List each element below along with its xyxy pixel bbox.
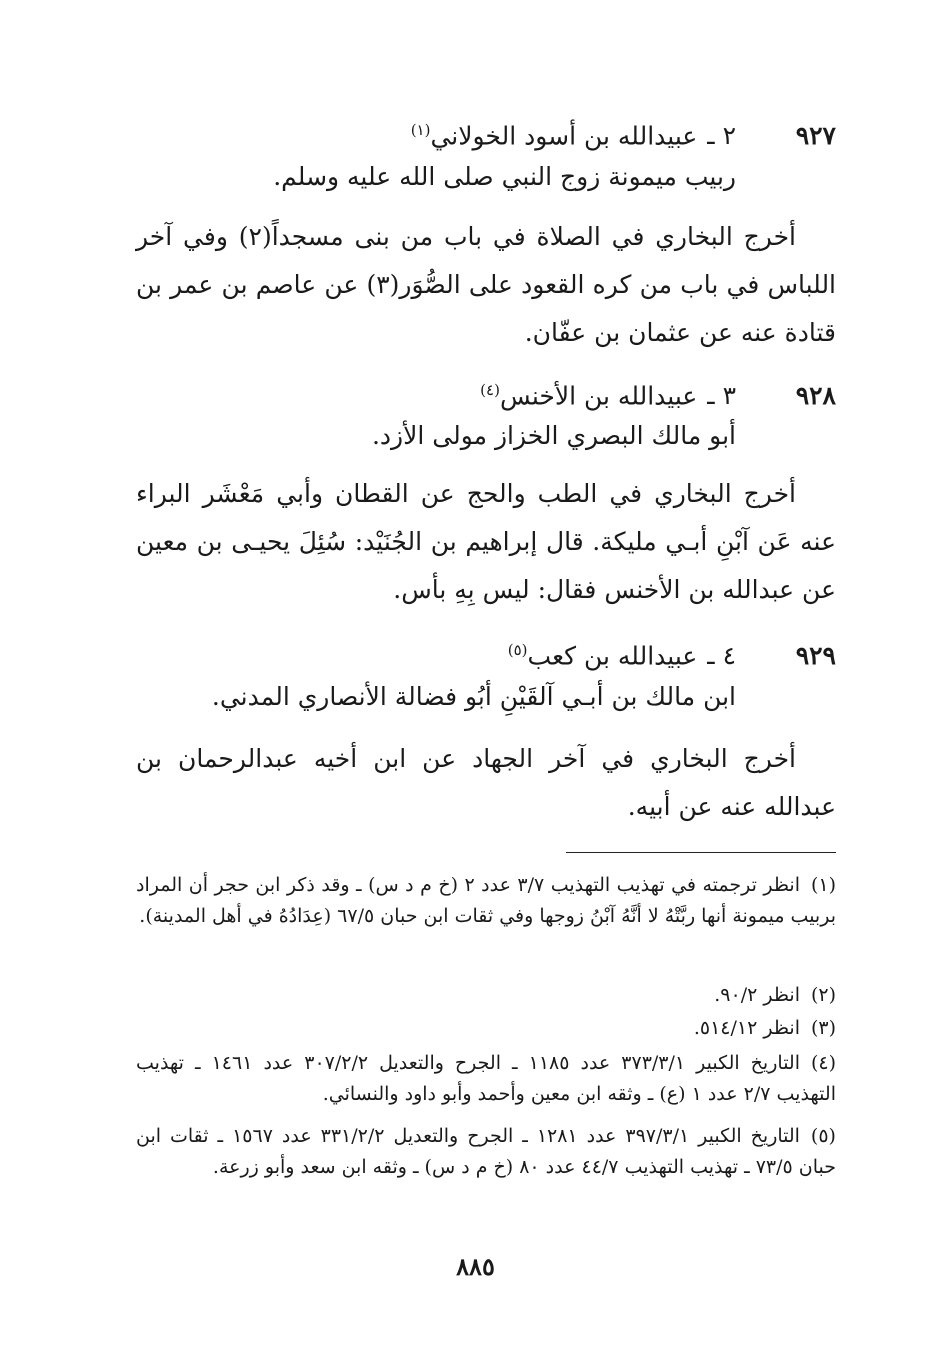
entry-name: عبيدالله بن كعب bbox=[527, 641, 698, 671]
footnote-text: التاريخ الكبير ٣٧٣/٣/١ عدد ١١٨٥ ـ الجرح والتعديل ٣٠٧/٢/٢ عدد ١٤٦١ ـ تهذيب التهذيب ٢/٧ عدد ١ (ع) ـ وثقه ابن معين وأحمد وأبو داود والنسائي. bbox=[136, 1052, 836, 1105]
entry-body-text: أخرج البخاري في الطب والحج عن القطان وأبي مَعْشَر البراء عنه عَن آبْنِ أبـي مليكة. قال إبراهيم بن الجُنَيْد: سُئِلَ يحيـى بن معين عن عبدالله بن الأخنس فقال: ليس بِهِ بأس. bbox=[136, 479, 836, 604]
footnote-separator bbox=[566, 852, 836, 853]
footnote bbox=[136, 1048, 836, 1110]
entry-number: ٩٢٩ bbox=[795, 641, 836, 671]
entry-body bbox=[136, 213, 836, 357]
entry-name: عبيدالله بن الأخنس bbox=[499, 381, 698, 411]
entry-body-text: أخرج البخاري في آخر الجهاد عن ابن أخيه عبدالرحمان بن عبدالله عنه عن أبيه. bbox=[136, 744, 836, 821]
footnote bbox=[136, 1121, 836, 1183]
footnote-text: انظر ٩٠/٢. bbox=[714, 984, 800, 1006]
entry-sub-number: ٣ ـ bbox=[707, 381, 736, 411]
entry-heading bbox=[508, 633, 836, 673]
footnote-mark: (٣) bbox=[810, 1017, 836, 1039]
entry-description: ربيب ميمونة زوج النبي صلى الله عليه وسلم. bbox=[273, 162, 736, 191]
entry-body bbox=[136, 470, 836, 614]
entry-heading bbox=[411, 113, 836, 153]
footnote bbox=[136, 870, 836, 932]
entry-description: أبو مالك البصري الخزاز مولى الأزد. bbox=[371, 421, 736, 450]
page-number: ٨٨٥ bbox=[456, 1252, 495, 1281]
footnote bbox=[136, 980, 836, 1011]
footnote-text: التاريخ الكبير ٣٩٧/٣/١ عدد ١٢٨١ ـ الجرح والتعديل ٣٣١/٢/٢ عدد ١٥٦٧ ـ ثقات ابن حبان ٧٣/٥ ـ تهذيب التهذيب ٤٤/٧ عدد ٨٠ (خ م د س) ـ وثقه ابن سعد وأبو زرعة. bbox=[136, 1125, 836, 1178]
footnote-ref: (٤) bbox=[480, 381, 500, 399]
entry-number: ٩٢٨ bbox=[795, 381, 836, 411]
entry-description: ابن مالك بن أبـي آلقَيْنِ أبُو فضالة الأنصاري المدني. bbox=[211, 682, 736, 711]
footnote-text: انظر ٥١٤/١٢. bbox=[693, 1017, 800, 1039]
footnote bbox=[136, 1013, 836, 1044]
entry-body bbox=[136, 735, 836, 831]
footnote-mark: (٤) bbox=[810, 1052, 836, 1074]
footnote-mark: (١) bbox=[810, 874, 836, 896]
entry-sub-number: ٢ ـ bbox=[707, 121, 736, 151]
entry-number: ٩٢٧ bbox=[795, 121, 836, 151]
footnote-mark: (٥) bbox=[810, 1125, 836, 1147]
footnote-ref: (١) bbox=[410, 121, 431, 139]
footnote-text: انظر ترجمته في تهذيب التهذيب ٣/٧ عدد ٢ (خ م د س) ـ وقد ذكر ابن حجر أن المراد بربيب ميمونة أنها ربَّتْهُ لا أنَّهُ آبْنُ زوجها وفي ثقات ابن حبان ٦٧/٥ (عِدَادُهُ في أهل المدينة). bbox=[136, 874, 836, 927]
footnote-mark: (٢) bbox=[810, 984, 836, 1006]
entry-sub-number: ٤ ـ bbox=[707, 641, 736, 671]
entry-body-text: أخرج البخاري في الصلاة في باب من بنى مسجداً(٢) وفي آخر اللباس في باب من كره القعود على الصُّوَر(٣) عن عاصم بن عمر بن قتادة عنه عن عثمان بن عفّان. bbox=[136, 222, 837, 347]
footnote-ref: (٥) bbox=[507, 641, 528, 659]
entry-heading bbox=[480, 373, 836, 413]
entry-name: عبيدالله بن أسود الخولاني bbox=[430, 121, 698, 151]
